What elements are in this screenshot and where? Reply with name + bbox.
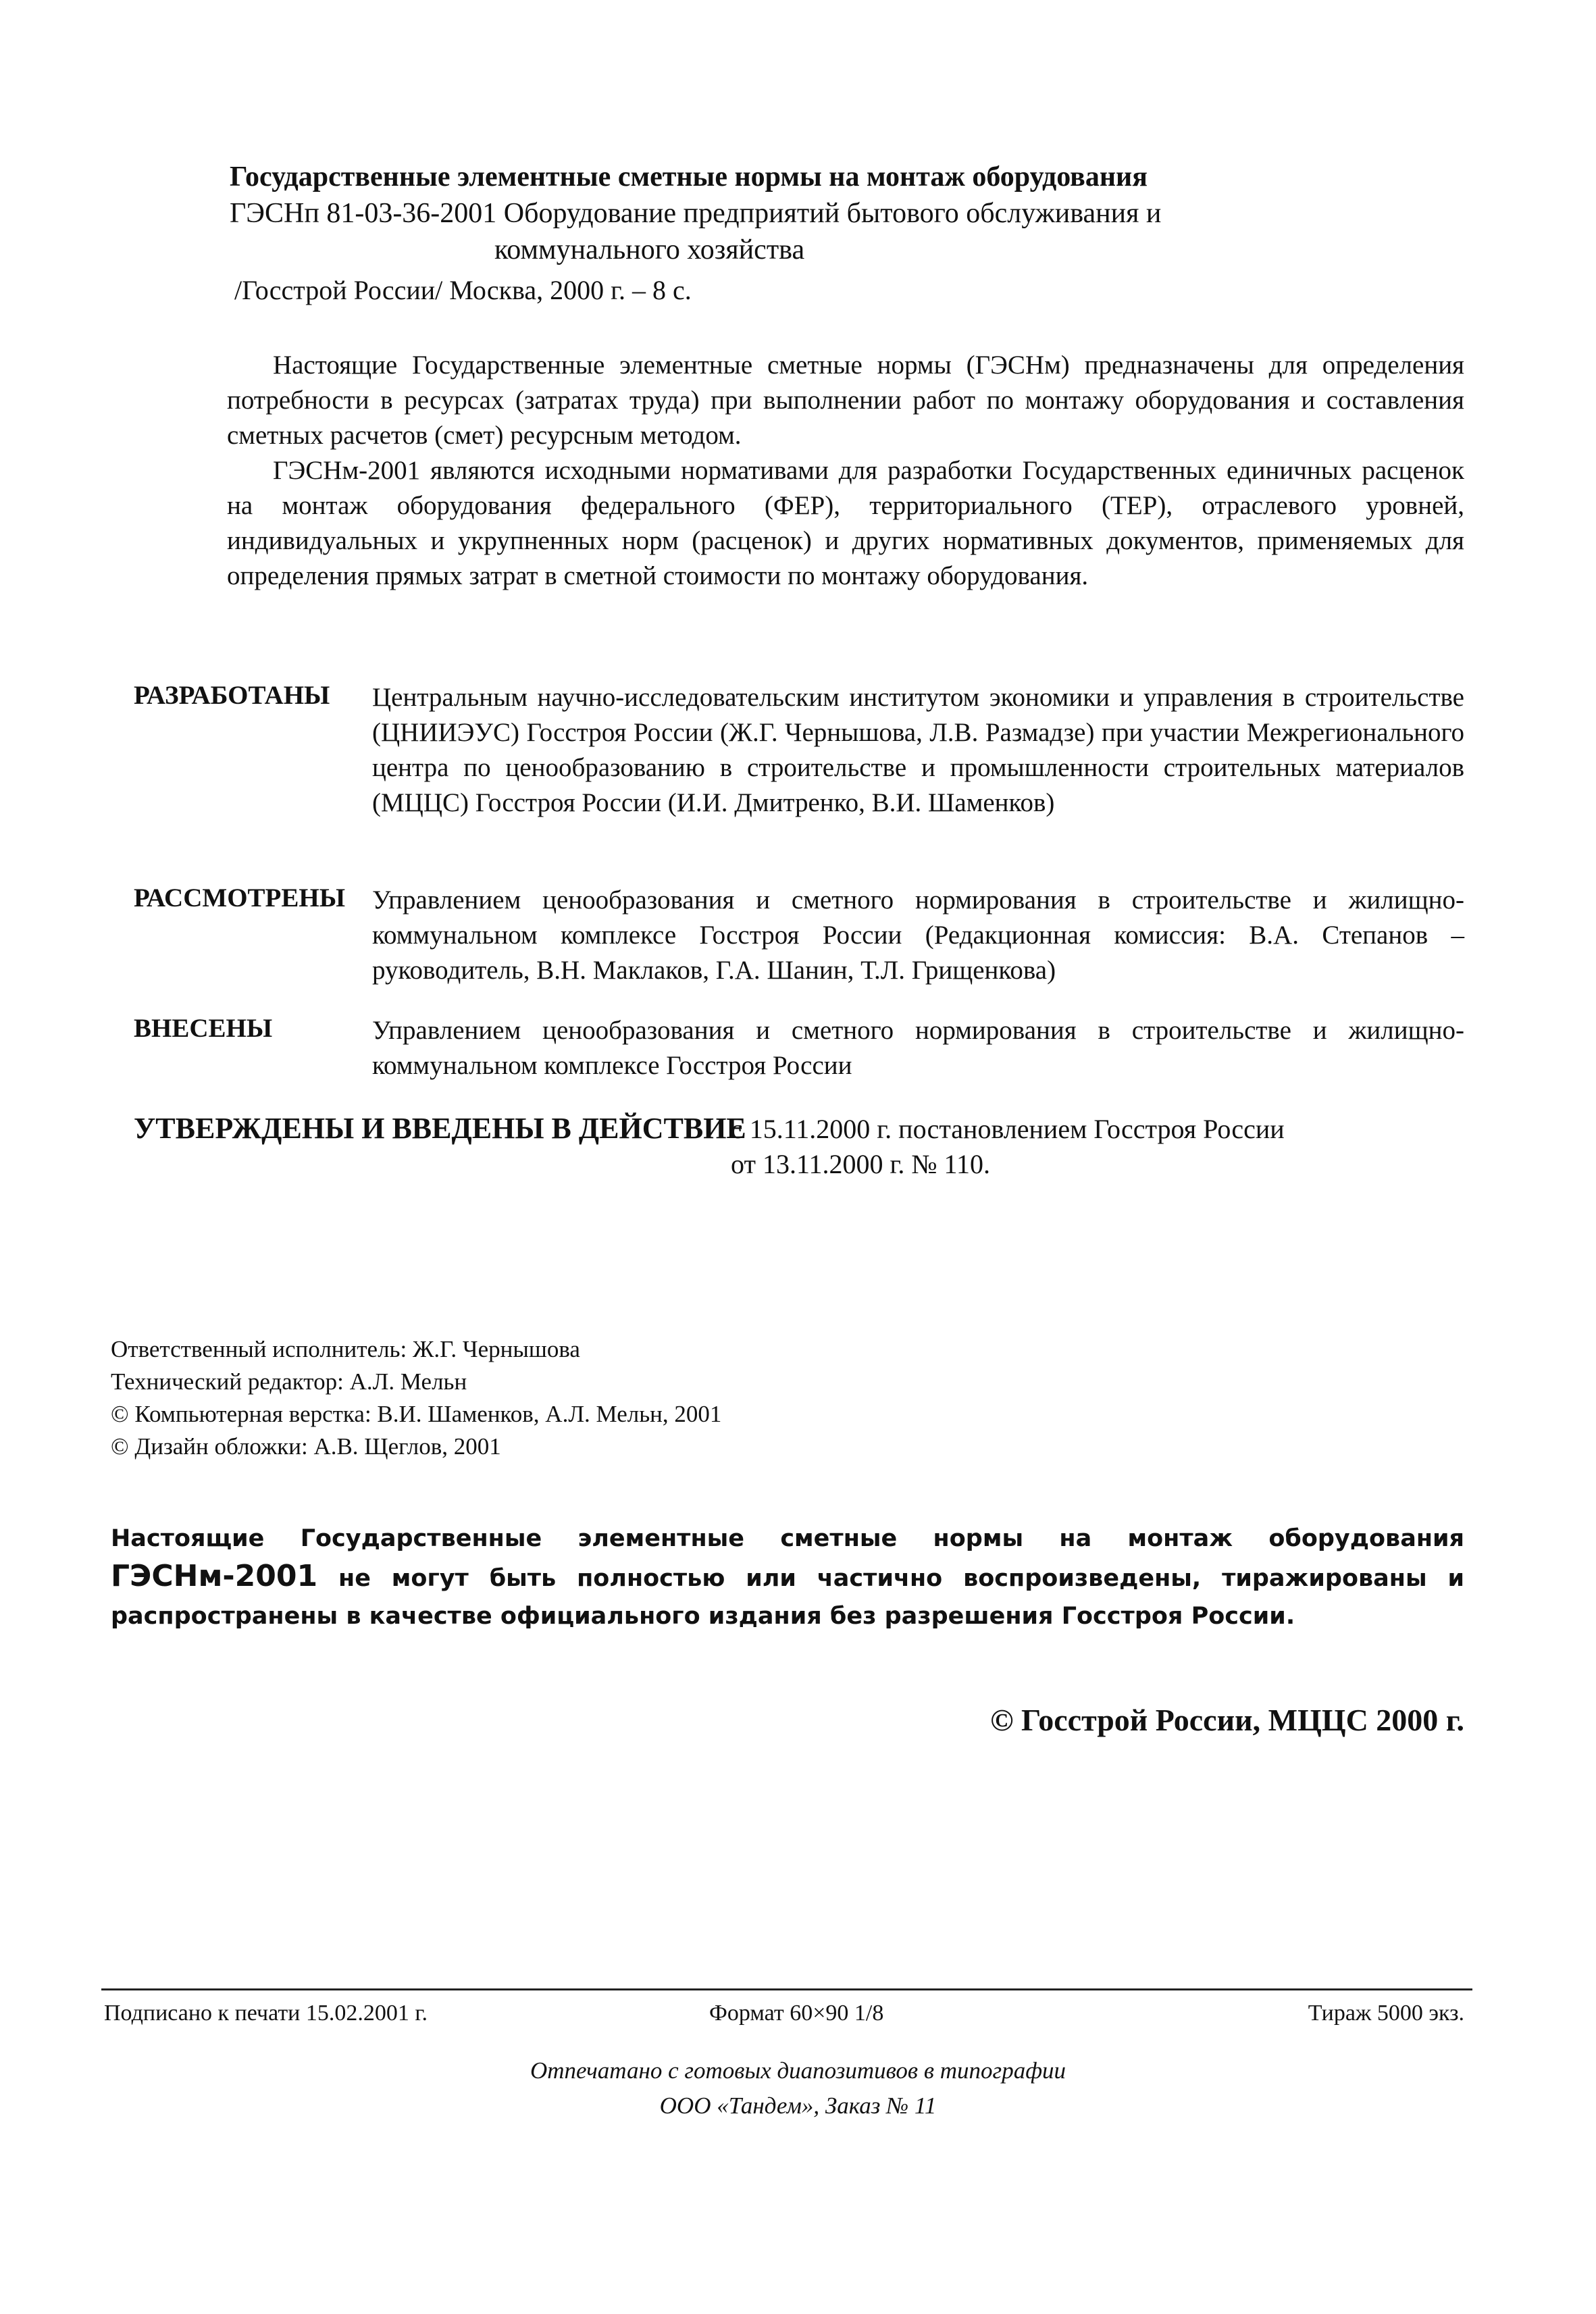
submitted-label: ВНЕСЕНЫ [134, 1014, 273, 1043]
printing-note-line1: Отпечатано с готовых диапозитивов в типографии [530, 2057, 1066, 2084]
notice-part3: не могут быть полностью или частично воспроизведены, тиражированы и распространены в качестве официального издания без разрешения Госстроя России. [111, 1565, 1464, 1630]
staff-list [111, 1333, 721, 1463]
staff-line: © Компьютерная верстка: В.И. Шаменков, А.Л. Мельн, 2001 [111, 1401, 722, 1427]
approved-text-line2: от 13.11.2000 г. № 110. [731, 1149, 991, 1179]
document-subtitle-line2: коммунального хозяйства [494, 234, 805, 265]
approved-text-line1: с 15.11.2000 г. постановлением Госстроя России [731, 1114, 1285, 1144]
publisher-info: /Госстрой России/ Москва, 2000 г. – 8 с. [234, 275, 692, 305]
approved-label: УТВЕРЖДЕНЫ И ВВЕДЕНЫ В ДЕЙСТВИЕ [134, 1112, 746, 1145]
intro-paragraph-2: ГЭСНм-2001 являются исходными нормативами для разработки Государственных единичных расценок на монтаж оборудования федерального (ФЕР), территориального (ТЕР), отраслевого уровней, индивидуальных и укрупненных норм (расценок) и других нормативных документов, применяемых для определения прямых затрат в сметной стоимости по монтажу оборудования. [227, 456, 1464, 590]
developed-text: Центральным научно-исследовательским институтом экономики и управления в строительстве (ЦНИИЭУС) Госстроя России (Ж.Г. Чернышова, Л.В. Размадзе) при участии Межрегионального центра по ценообразованию в строительстве и промышленности строительных материалов (МЦЦС) Госстроя России (И.И. Дмитренко, В.И. Шаменков) [372, 683, 1464, 817]
document-subtitle-line1: ГЭСНп 81-03-36-2001 Оборудование предприятий бытового обслуживания и [230, 198, 1162, 229]
print-run: Тираж 5000 экз. [1308, 2001, 1464, 2026]
reviewed-text: Управлением ценообразования и сметного нормирования в строительстве и жилищно-коммунальном комплексе Госстроя России (Редакционная комиссия: В.А. Степанов – руководитель, В.Н. Маклаков, Г.А. Шанин, Т.Л. Грищенкова) [372, 885, 1464, 985]
staff-line: Технический редактор: А.Л. Мельн [111, 1368, 467, 1395]
paper-format: Формат 60×90 1/8 [709, 2001, 884, 2026]
submitted-text: Управлением ценообразования и сметного нормирования в строительстве и жилищно-коммунальном комплексе Госстроя России [372, 1016, 1464, 1080]
developed-label: РАЗРАБОТАНЫ [134, 681, 330, 710]
document-title: Государственные элементные сметные нормы на монтаж оборудования [230, 161, 1148, 192]
reviewed-label: РАССМОТРЕНЫ [134, 883, 346, 912]
notice-part1: Настоящие Государственные элементные сметные нормы на монтаж оборудования [111, 1525, 1464, 1552]
copyright-notice [111, 1520, 1464, 1635]
signed-date: Подписано к печати 15.02.2001 г. [104, 2001, 428, 2026]
staff-line: Ответственный исполнитель: Ж.Г. Чернышова [111, 1336, 580, 1362]
notice-code: ГЭСНм-2001 [111, 1559, 318, 1593]
printing-note-line2: ООО «Тандем», Заказ № 11 [659, 2092, 937, 2119]
copyright-line: © Госстрой России, МЦЦС 2000 г. [990, 1703, 1464, 1737]
intro-paragraph-1: Настоящие Государственные элементные сметные нормы (ГЭСНм) предназначены для определения потребности в ресурсах (затратах труда) при выполнении работ по монтажу оборудования и составления сметных расчетов (смет) ресурсным методом. [227, 351, 1464, 450]
staff-line: © Дизайн обложки: А.В. Щеглов, 2001 [111, 1433, 501, 1460]
footer-divider [101, 1988, 1472, 1990]
printing-note [0, 2053, 1596, 2124]
